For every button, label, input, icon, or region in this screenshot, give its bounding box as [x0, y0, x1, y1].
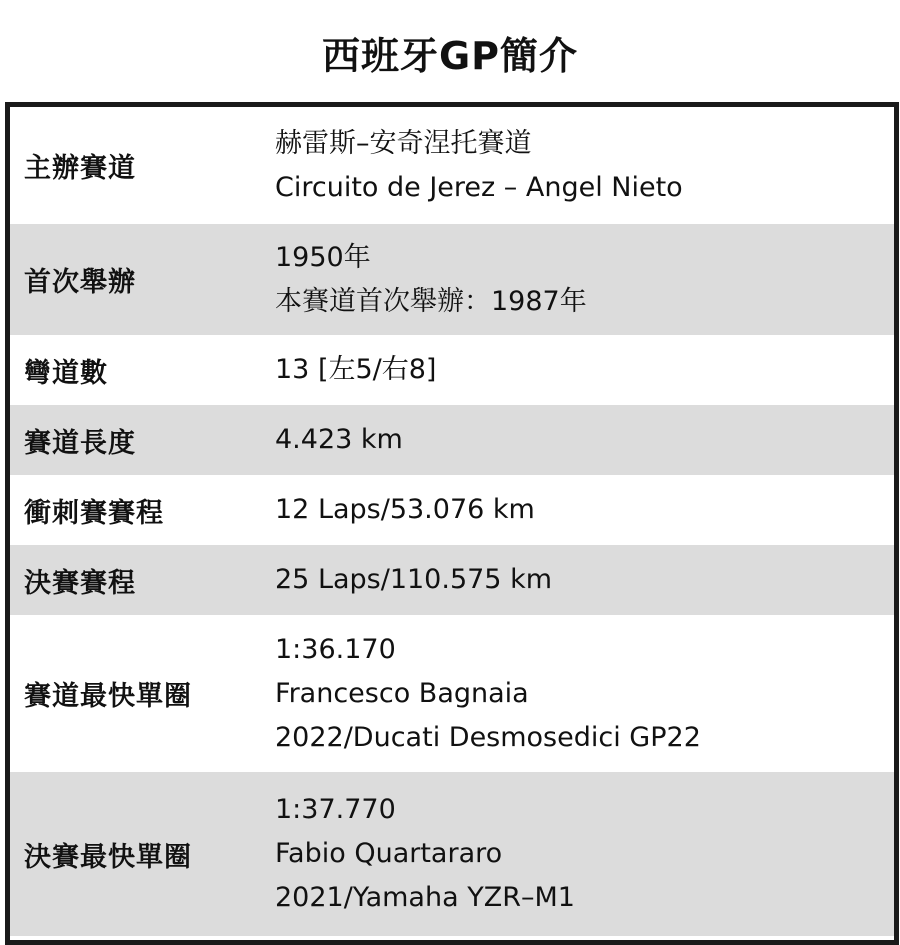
- value-line: 1:37.770: [275, 794, 396, 825]
- value-line: 2022/Ducati Desmosedici GP22: [275, 721, 701, 753]
- table-row-sprint-distance: [10, 475, 894, 545]
- table-row-race-distance: [10, 545, 894, 615]
- value-line: 13 [左5/右8]: [275, 354, 437, 385]
- row-value: [260, 348, 894, 392]
- value-line: Francesco Bagnaia: [275, 677, 529, 709]
- table-row-corners: [10, 335, 894, 405]
- value-line: 2021/Yamaha YZR–M1: [275, 882, 575, 913]
- page-title: 西班牙GP簡介: [321, 34, 579, 78]
- info-table: [5, 102, 899, 945]
- row-value: [260, 628, 894, 760]
- row-value: [260, 122, 894, 210]
- row-label: 賽道長度: [24, 427, 136, 459]
- value-line: 赫雷斯–安奇涅托賽道: [275, 127, 532, 159]
- row-label: 衝刺賽賽程: [24, 497, 164, 529]
- value-line: 25 Laps/110.575 km: [275, 564, 553, 595]
- value-line: Fabio Quartararo: [275, 838, 503, 869]
- row-value: [260, 236, 894, 324]
- value-line: 4.423 km: [275, 424, 403, 455]
- row-label: 決賽最快單圈: [24, 841, 192, 873]
- table-row-circuit: [10, 107, 894, 224]
- row-label: 首次舉辦: [24, 267, 136, 298]
- row-value: [260, 418, 894, 462]
- table-row-first-held: [10, 224, 894, 335]
- row-value: [260, 788, 894, 920]
- value-line: 1:36.170: [275, 633, 396, 665]
- row-label: 主辦賽道: [24, 153, 136, 184]
- row-value: [260, 558, 894, 602]
- table-row-race-fastest-lap: [10, 772, 894, 936]
- row-value: [260, 488, 894, 532]
- value-line: 12 Laps/53.076 km: [275, 494, 535, 525]
- table-row-track-length: [10, 405, 894, 475]
- value-line: 1950年: [275, 241, 371, 273]
- value-line: Circuito de Jerez – Angel Nieto: [275, 171, 683, 203]
- row-label: 賽道最快單圈: [24, 681, 192, 712]
- row-label: 決賽賽程: [24, 567, 136, 599]
- table-row-lap-record: [10, 615, 894, 772]
- row-label: 彎道數: [24, 357, 108, 389]
- value-line: 本賽道首次舉辦：1987年: [275, 285, 587, 317]
